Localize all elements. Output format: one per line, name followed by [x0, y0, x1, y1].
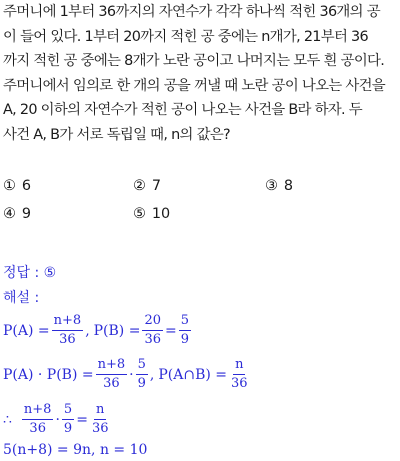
equation-4: 5(n+8) = 9n, n = 10 [3, 442, 148, 458]
denominator: 9 [137, 376, 146, 391]
problem-line-4: 주머니에서 임의로 한 개의 공을 꺼낼 때 노란 공이 나오는 사건을 [3, 77, 385, 94]
fraction [136, 357, 148, 392]
problem-line-6: 사건 A, B가 서로 독립일 때, n의 값은? [3, 126, 230, 143]
numerator: n [233, 357, 245, 375]
problem-line-1: 주머니에 1부터 36까지의 자연수가 각각 하나씩 적힌 36개의 공 [3, 4, 380, 20]
eq2-lhs: P(A) · P(B) = [3, 366, 94, 383]
numerator: 5 [136, 357, 148, 375]
equation-1 [3, 313, 193, 348]
denominator: 9 [63, 421, 73, 436]
denominator: 36 [59, 332, 76, 347]
numerator: 20 [142, 313, 163, 331]
choice-number: ④ [3, 206, 16, 222]
eq1-comma: , [85, 322, 90, 339]
fraction [90, 402, 111, 437]
choice-4[interactable] [3, 206, 31, 222]
choice-value: 8 [283, 178, 294, 194]
fraction [62, 402, 74, 437]
eq2-dot: · [129, 366, 134, 383]
fraction [229, 357, 250, 392]
choice-value: 6 [21, 178, 32, 194]
numerator: n+8 [22, 402, 54, 420]
answer-label: 정답 : [3, 265, 40, 281]
fraction [96, 357, 128, 392]
equation-3 [3, 402, 112, 437]
numerator: 5 [62, 402, 74, 420]
problem-text [3, 0, 397, 148]
therefore-symbol: ∴ [3, 411, 12, 428]
fraction [22, 402, 54, 437]
choice-number: ⑤ [133, 206, 146, 222]
numerator: n+8 [96, 357, 128, 375]
numerator: n [94, 402, 106, 420]
eq1-equals: = [165, 322, 177, 339]
numerator: 5 [179, 313, 191, 331]
denominator: 36 [29, 421, 46, 436]
choice-number: ① [3, 178, 16, 194]
eq1-pb: P(B) = [93, 322, 141, 339]
eq2-pab: P(A∩B) = [158, 366, 228, 383]
choices [3, 178, 397, 234]
fraction [179, 313, 191, 348]
numerator: n+8 [52, 313, 84, 331]
denominator: 36 [231, 376, 248, 391]
explanation-label: 해설 : [3, 290, 40, 306]
equation-2 [3, 357, 252, 392]
eq1-pa: P(A) = [3, 322, 50, 339]
denominator: 9 [180, 332, 190, 347]
eq3-dot: · [55, 411, 60, 428]
problem-line-5: A, 20 이하의 자연수가 적힌 공이 나오는 사건을 B라 하자. 두 [3, 102, 362, 119]
denominator: 36 [91, 421, 109, 436]
answer [3, 262, 56, 282]
denominator: 36 [103, 376, 120, 391]
choice-number: ③ [265, 178, 278, 194]
fraction [142, 313, 163, 348]
choice-5[interactable] [133, 206, 170, 222]
choice-2[interactable] [133, 178, 161, 194]
problem-line-3: 까지 적힌 공 중에는 8개가 노란 공이고 나머지는 모두 흰 공이다. [3, 53, 385, 70]
eq3-equals: = [76, 411, 88, 428]
answer-value: ⑤ [43, 265, 57, 281]
problem-line-2: 이 들어 있다. 1부터 20까지 적힌 공 중에는 n개가, 21부터 36 [3, 28, 368, 45]
choice-1[interactable] [3, 178, 31, 194]
choice-value: 10 [151, 206, 171, 222]
choice-value: 9 [21, 206, 32, 222]
denominator: 36 [144, 332, 161, 347]
fraction [52, 313, 84, 348]
choice-number: ② [133, 178, 146, 194]
eq2-comma: , [149, 366, 155, 383]
choice-3[interactable] [265, 178, 293, 194]
choice-value: 7 [151, 178, 162, 194]
choice-row-1 [3, 178, 397, 206]
choice-row-2 [3, 206, 397, 234]
